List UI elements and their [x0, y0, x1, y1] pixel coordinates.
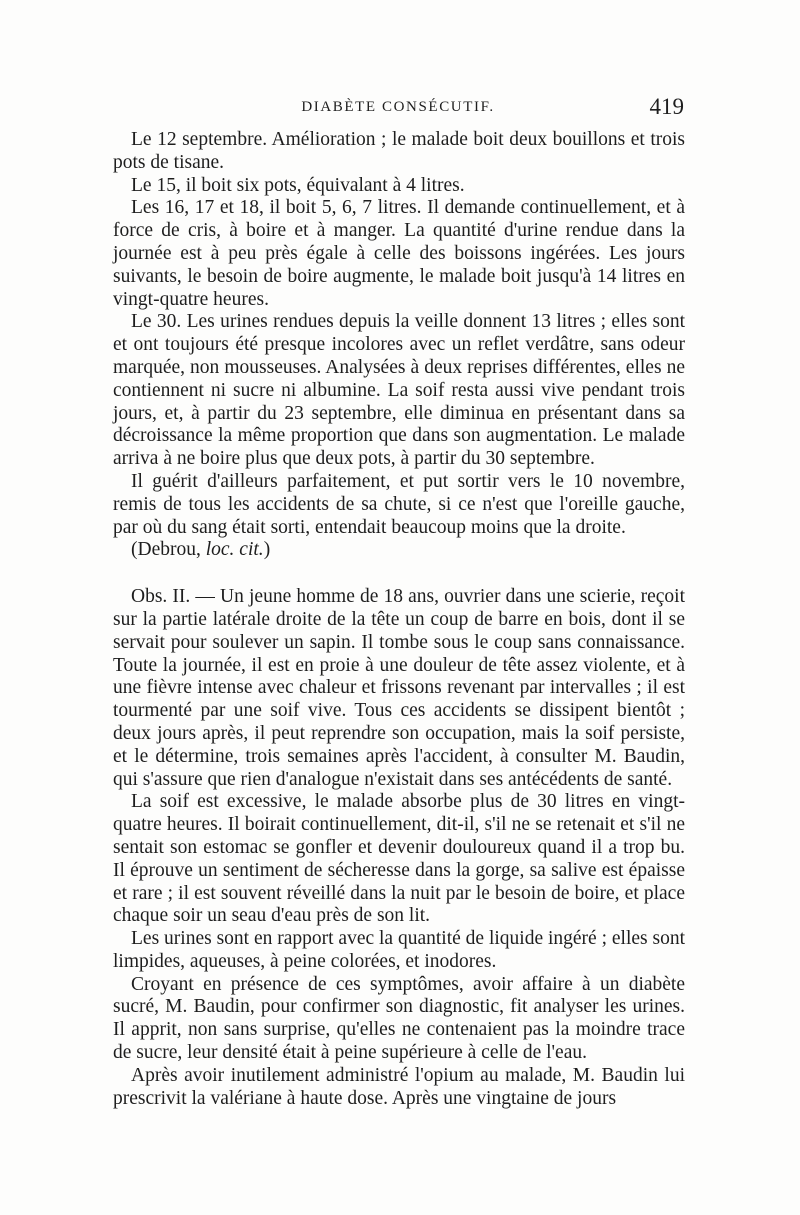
observation-ii-paragraph: Obs. II. — Un jeune homme de 18 ans, ouvrier dans une scierie, reçoit sur la partie latérale droite de la tête un coup de barre en bois, dont il se servait pour soulever un sapin. Il tombe sous le coup sans connaissance. Toute la journée, il est en proie à une douleur de tête assez violente, et à une fièvre intense avec chaleur et frissons revenant par intervalles ; il est tourmenté par une soif vive. Tous ces accidents se dissipent bientôt ; deux jours après, il peut reprendre son occupation, mais la soif persiste, et le détermine, trois semaines après l'accident, à consulter M. Baudin, qui s'assure que rien d'analogue n'existait dans ses antécédents de santé. — [113, 586, 685, 790]
paragraph-treatment: Après avoir inutilement administré l'opium au malade, M. Baudin lui prescrivit la valériane à haute dose. Après une vingtaine de jours — [113, 1064, 685, 1109]
paragraph-thirst: La soif est excessive, le malade absorbe plus de 30 litres en vingt-quatre heures. Il boirait continuellement, dit-il, s'il ne se retenait et s'il ne sentait son estomac se gonfler et devenir douloureux quand il a trop bu. Il éprouve un sentiment de sécheresse dans la gorge, sa salive est épaisse et rare ; il est souvent réveillé dans la nuit par le besoin de boire, et place chaque soir un seau d'eau près de son lit. — [113, 791, 685, 927]
citation-reference: loc. cit. — [205, 539, 264, 561]
paragraph-sept-16-18: Les 16, 17 et 18, il boit 5, 6, 7 litres. Il demande continuellement, et à force de cris, à boire et à manger. La quantité d'urine rendue dans la journée est à peu près égale à celle des boissons ingérées. Les jours suivants, le besoin de boire augmente, le malade boit jusqu'à 14 litres en vingt-quatre heures. — [113, 197, 685, 310]
body-text — [113, 129, 685, 1110]
running-title: DIABÈTE CONSÉCUTIF. — [301, 99, 495, 115]
citation-close: ) — [263, 539, 271, 561]
citation-author: (Debrou, — [131, 539, 206, 561]
running-head — [112, 96, 684, 122]
page-number: 419 — [649, 94, 684, 119]
paragraph-recovery: Il guérit d'ailleurs parfaitement, et put sortir vers le 10 novembre, remis de tous les accidents de sa chute, si ce n'est que l'oreille gauche, par où du sang était sorti, entendait beaucoup moins que la droite. — [113, 470, 685, 538]
paragraph-diagnosis: Croyant en présence de ces symptômes, avoir affaire à un diabète sucré, M. Baudin, pour confirmer son diagnostic, fit analyser les urines. Il apprit, non sans surprise, qu'elles ne contenaient pas la moindre trace de sucre, leur densité était à peine supérieure à celle de l'eau. — [113, 973, 685, 1064]
paragraph-sept-12: Le 12 septembre. Amélioration ; le malade boit deux bouillons et trois pots de tisane. — [113, 129, 685, 173]
citation — [113, 539, 685, 562]
paragraph-sept-15: Le 15, il boit six pots, équivalant à 4 litres. — [131, 174, 465, 196]
paragraph-urines: Les urines sont en rapport avec la quantité de liquide ingéré ; elles sont limpides, aqueuses, à peine colorées, et inodores. — [113, 928, 685, 972]
paragraph-sept-30: Le 30. Les urines rendues depuis la veille donnent 13 litres ; elles sont et ont toujours été presque incolores avec un reflet verdâtre, sans odeur marquée, non mousseuses. Analysées à deux reprises différentes, elles ne contiennent ni sucre ni albumine. La soif resta aussi vive pendant trois jours, et, à partir du 23 septembre, elle diminua en présentant dans sa décroissance la même proportion que dans son augmentation. Le malade arriva à ne boire plus que deux pots, à partir du 30 septembre. — [113, 311, 685, 470]
